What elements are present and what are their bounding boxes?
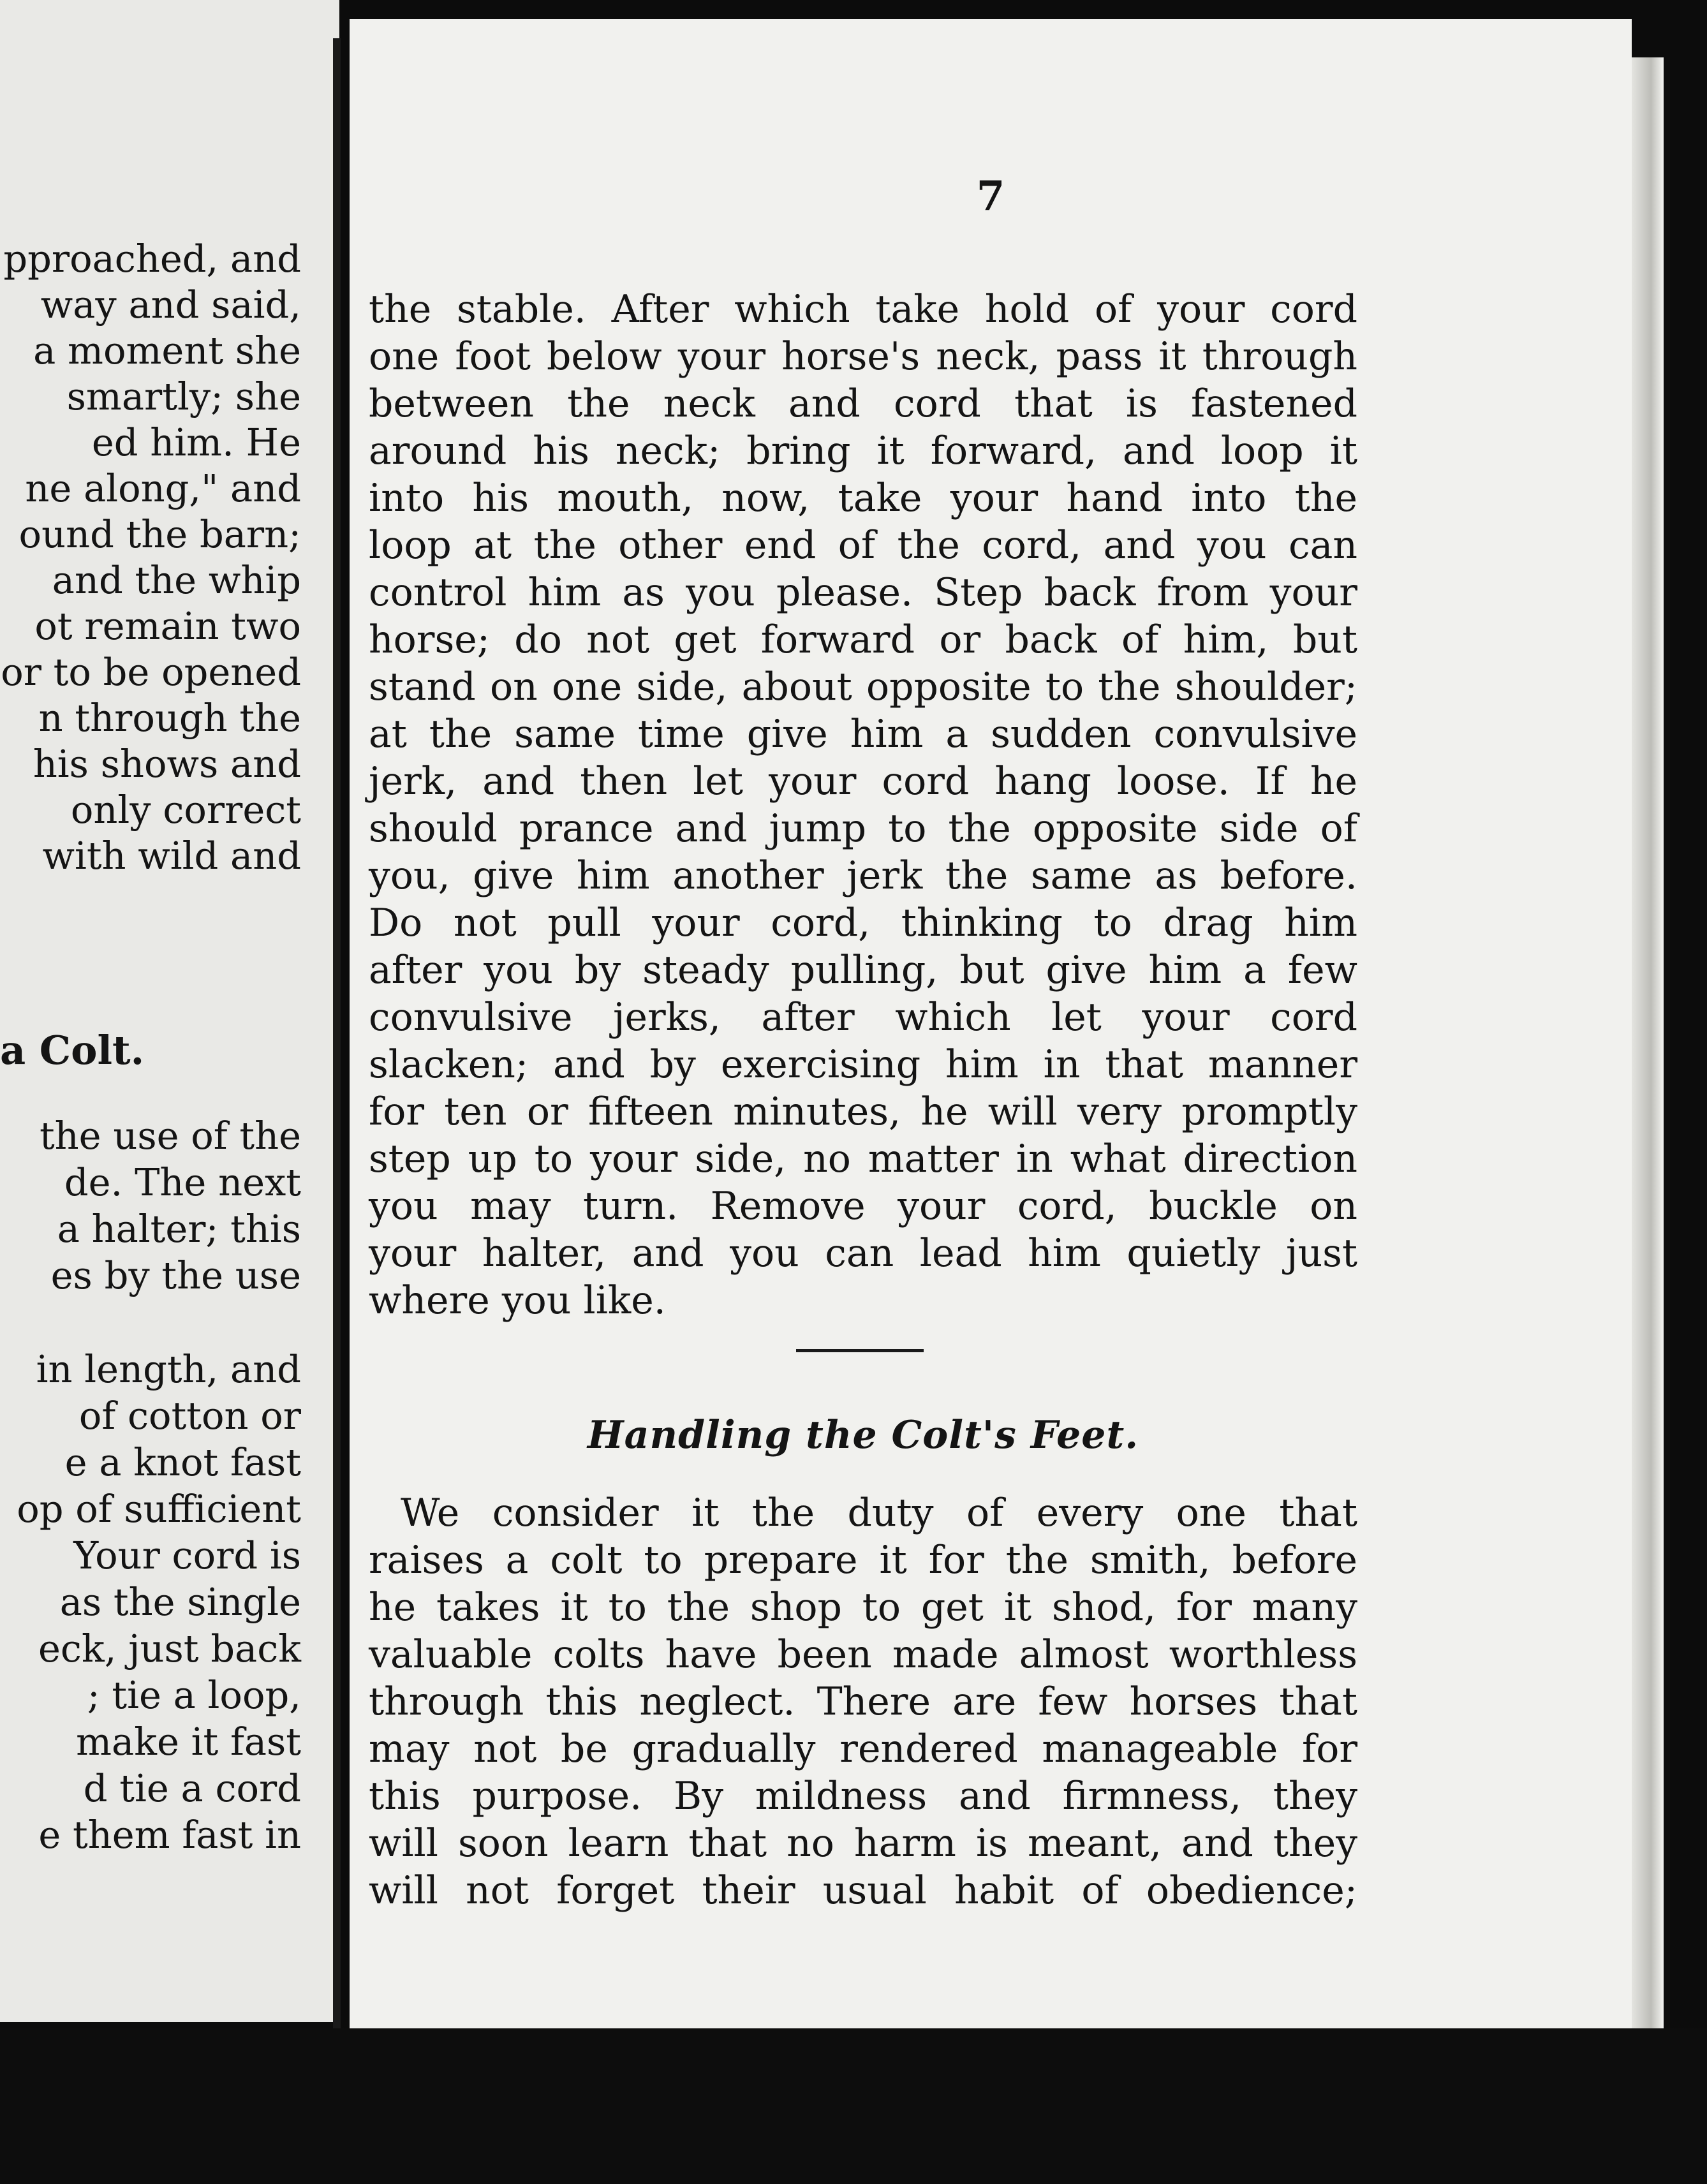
left-text-line: his shows and	[33, 742, 301, 786]
body-text-line: through this neglect. There are few horses that	[369, 1679, 1357, 1724]
body-text-line: loop at the other end of the cord, and you can	[369, 523, 1357, 568]
body-text-line: around his neck; bring it forward, and loop it	[369, 429, 1357, 473]
left-text-line: e them fast in	[38, 1813, 301, 1857]
body-text-line: into his mouth, now, take your hand into the	[369, 476, 1357, 520]
body-text-line: convulsive jerks, after which let your cord	[369, 995, 1357, 1040]
body-text-line: We consider it the duty of every one that	[401, 1491, 1357, 1535]
body-text-line: stand on one side, about opposite to the shoulder;	[369, 665, 1357, 709]
left-text-line: or to be opened	[1, 650, 301, 694]
left-text-line: way and said,	[40, 283, 301, 327]
left-text-line: d tie a cord	[83, 1766, 301, 1810]
body-text-line: for ten or fifteen minutes, he will very promptly	[369, 1089, 1357, 1134]
left-text-line: e a knot fast	[64, 1440, 301, 1484]
body-text-line: you, give him another jerk the same as before.	[369, 853, 1357, 898]
left-text-line: pproached, and	[3, 237, 301, 281]
body-text-line: will soon learn that no harm is meant, and they	[369, 1821, 1357, 1866]
left-text-line: and the whip	[52, 558, 301, 602]
book-gutter	[333, 38, 341, 2028]
body-text-line: horse; do not get forward or back of him, but	[369, 617, 1357, 662]
body-text-line: should prance and jump to the opposite side of	[369, 806, 1357, 851]
left-text-line: ed him. He	[91, 420, 301, 464]
body-text-line: control him as you please. Step back from your	[369, 570, 1357, 615]
body-text-line: at the same time give him a sudden convulsive	[369, 712, 1357, 756]
body-text-line: between the neck and cord that is fastened	[369, 381, 1357, 426]
page-number: 7	[976, 172, 1005, 220]
body-text-line: where you like.	[369, 1278, 666, 1323]
left-text-line: make it fast	[76, 1720, 301, 1764]
left-section-heading: a Colt.	[0, 1027, 145, 1074]
left-text-line: the use of the	[39, 1114, 301, 1158]
left-text-line: ; tie a loop,	[87, 1673, 301, 1717]
body-text-line: Do not pull your cord, thinking to drag him	[369, 901, 1357, 945]
left-text-line: de. The next	[64, 1160, 301, 1204]
left-page	[0, 0, 339, 2022]
section-divider	[796, 1349, 924, 1352]
body-text-line: one foot below your horse's neck, pass it through	[369, 334, 1357, 379]
left-text-line: as the single	[59, 1580, 301, 1624]
left-text-line: only correct	[70, 788, 301, 832]
left-text-line: ound the barn;	[18, 512, 301, 556]
left-text-line: ot remain two	[34, 604, 301, 648]
body-text-line: valuable colts have been made almost worthless	[369, 1632, 1357, 1677]
body-text-line: will not forget their usual habit of obedience;	[369, 1868, 1357, 1913]
body-text-line: after you by steady pulling, but give him a few	[369, 948, 1357, 992]
right-page	[350, 19, 1632, 2028]
left-text-line: smartly; she	[66, 374, 301, 418]
left-text-line: op of sufficient	[17, 1487, 301, 1531]
left-text-line: a halter; this	[57, 1207, 301, 1251]
left-text-line: Your cord is	[73, 1533, 301, 1577]
left-text-line: a moment she	[33, 328, 301, 373]
left-text-line: with wild and	[42, 834, 301, 878]
left-text-line: ne along," and	[25, 466, 301, 510]
body-text-line: raises a colt to prepare it for the smith, before	[369, 1538, 1357, 1583]
left-text-line: in length, and	[36, 1347, 301, 1391]
page-edge	[1632, 57, 1664, 2028]
body-text-line: slacken; and by exercising him in that manner	[369, 1042, 1357, 1087]
body-text-line: step up to your side, no matter in what direction	[369, 1137, 1357, 1181]
body-text-line: may not be gradually rendered manageable for	[369, 1727, 1357, 1771]
body-text-line: he takes it to the shop to get it shod, for many	[369, 1585, 1357, 1630]
body-text-line: this purpose. By mildness and firmness, they	[369, 1774, 1357, 1819]
body-text-line: jerk, and then let your cord hang loose. If he	[369, 759, 1357, 804]
left-text-line: of cotton or	[78, 1394, 301, 1438]
body-text-line: you may turn. Remove your cord, buckle on	[369, 1184, 1357, 1228]
left-text-line: es by the use	[50, 1253, 301, 1297]
body-text-line: your halter, and you can lead him quietly just	[369, 1231, 1357, 1276]
section-heading: Handling the Colt's Feet.	[587, 1413, 1139, 1457]
left-text-line: n through the	[38, 696, 301, 740]
scan-background	[0, 2028, 1707, 2184]
left-text-line: eck, just back	[38, 1627, 301, 1671]
body-text-line: the stable. After which take hold of your cord	[369, 287, 1357, 332]
